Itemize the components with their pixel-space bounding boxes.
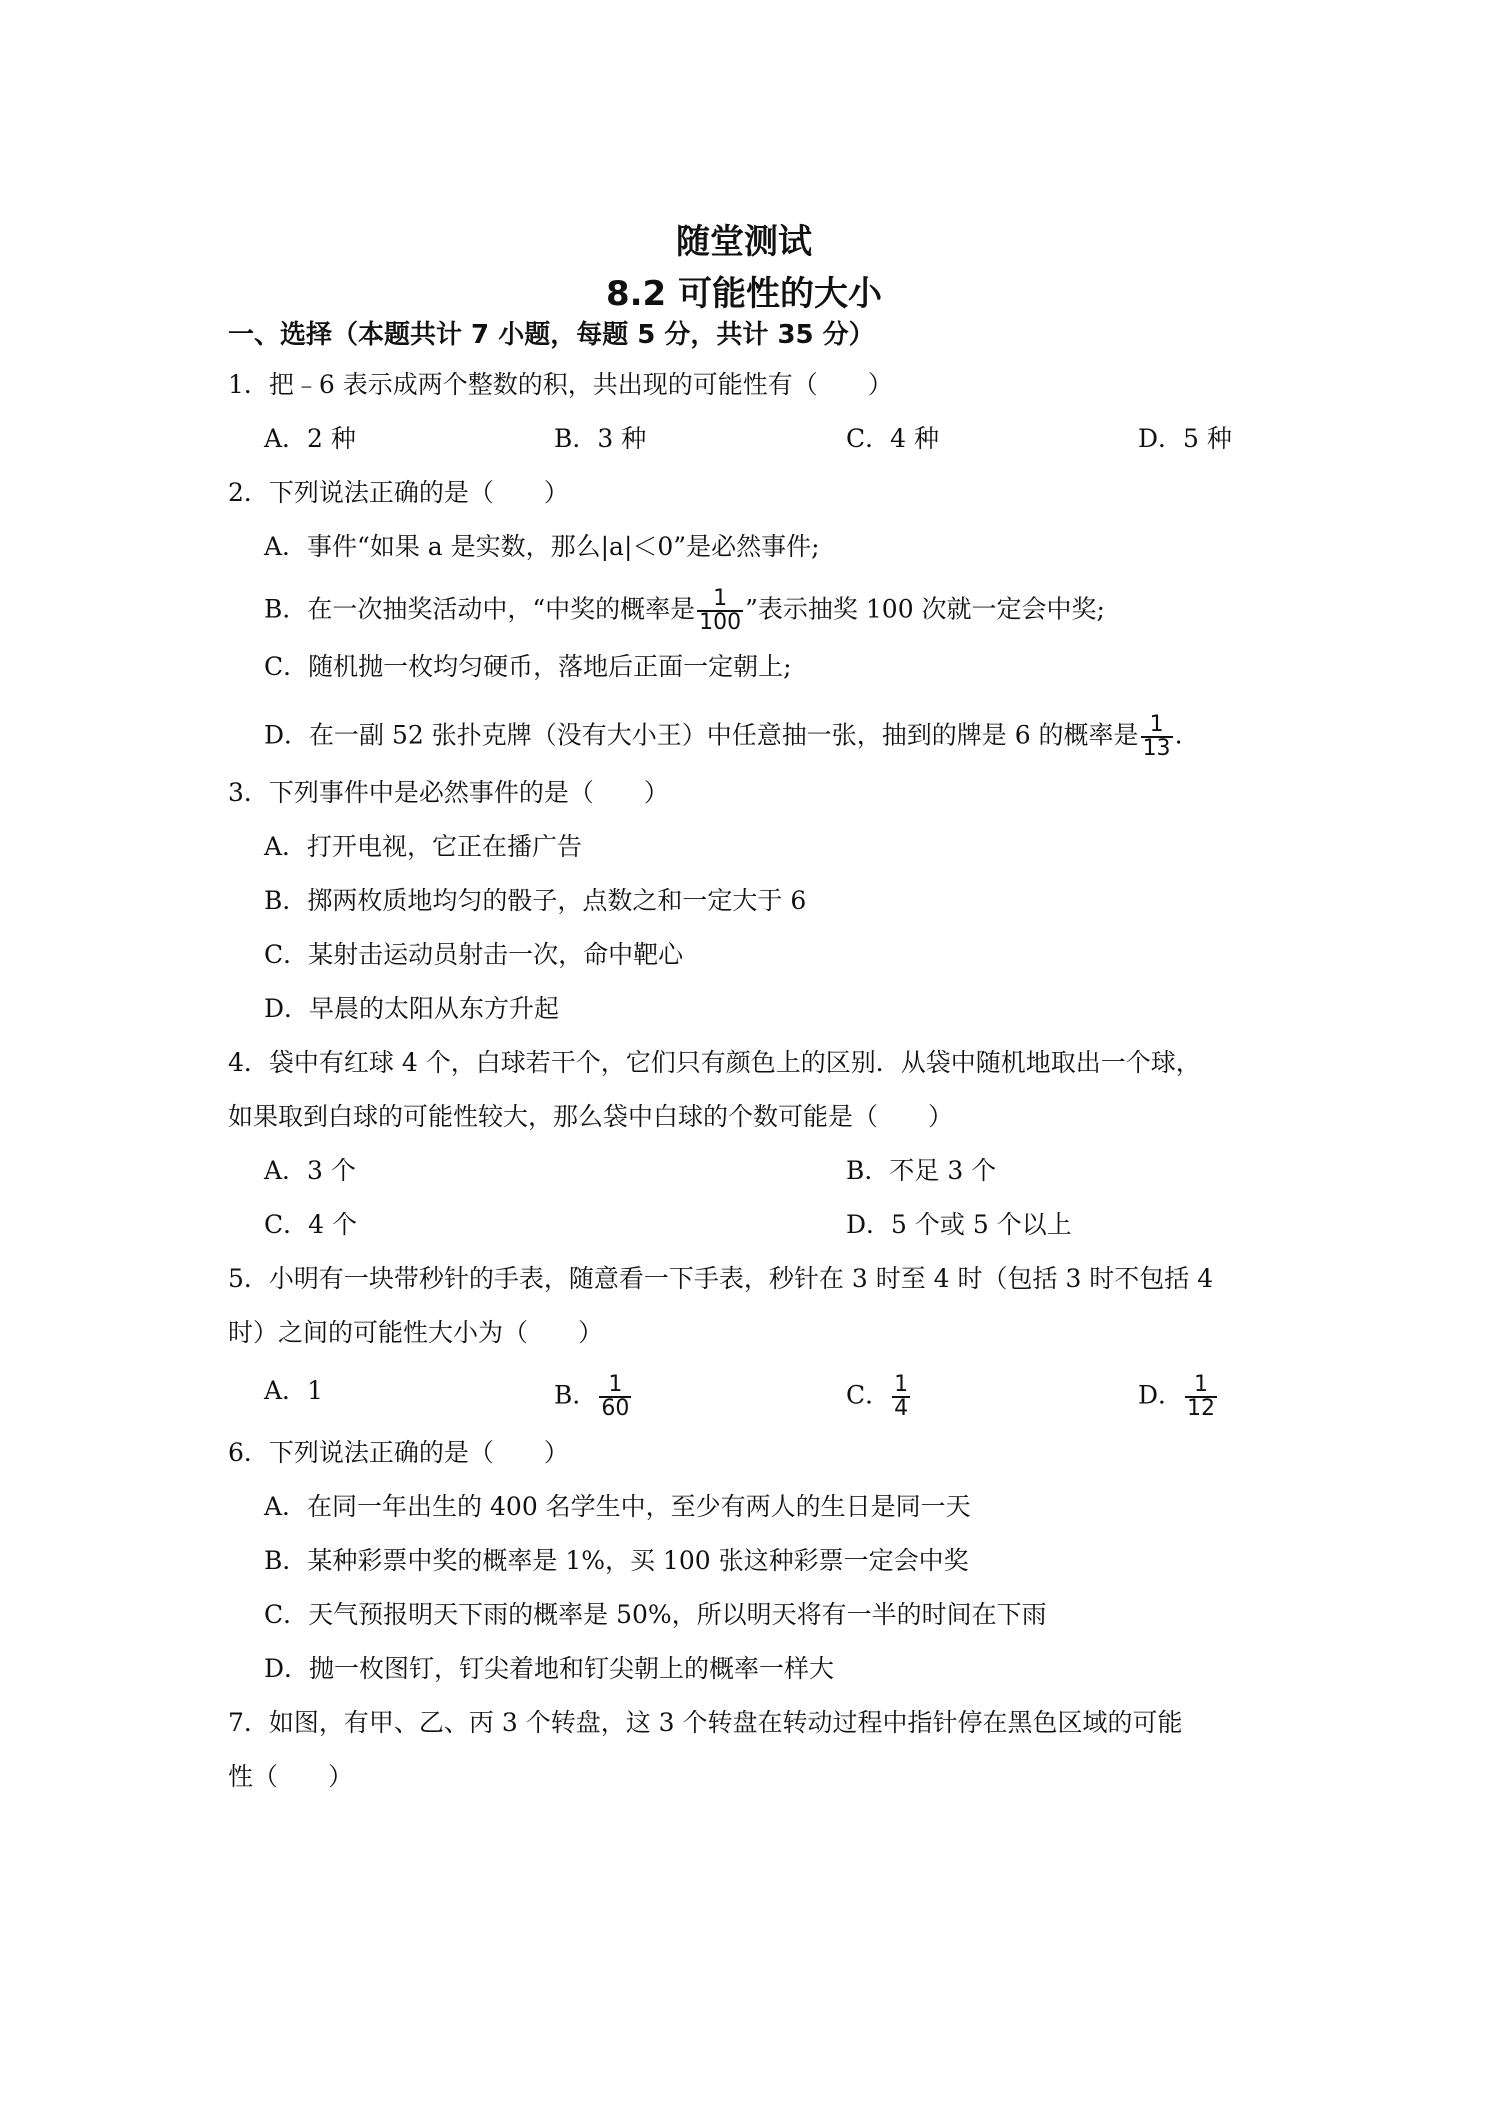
- page-title: 随堂测试: [676, 222, 812, 262]
- question-5-option-d: [1138, 1374, 1219, 1420]
- fraction: [892, 1374, 910, 1420]
- option-label: D．: [1138, 1380, 1184, 1410]
- fraction-denominator: 12: [1187, 1396, 1216, 1421]
- question-6-stem: 6．下列说法正确的是（ ）: [228, 1438, 569, 1467]
- question-4-stem-line-1: 4．袋中有红球 4 个，白球若干个，它们只有颜色上的区别．从袋中随机地取出一个球，: [228, 1048, 1201, 1077]
- question-6-option-d: D．抛一枚图钉，钉尖着地和钉尖朝上的概率一样大: [264, 1654, 835, 1683]
- option-label: B．: [554, 1380, 598, 1410]
- question-4-option-c: C．4 个: [264, 1210, 357, 1239]
- option-label: C．: [846, 1380, 891, 1410]
- question-5-option-b: [554, 1374, 633, 1420]
- question-4-stem-line-2: 如果取到白球的可能性较大，那么袋中白球的个数可能是（ ）: [228, 1102, 954, 1131]
- question-1-option-b: B．3 种: [554, 424, 647, 453]
- question-7-stem-line-2: 性（ ）: [228, 1762, 354, 1791]
- page-subtitle: 8.2 可能性的大小: [605, 274, 883, 314]
- fraction-denominator: 4: [894, 1396, 909, 1421]
- option-value: 1: [307, 1376, 323, 1405]
- option-text-before: B．在一次抽奖活动中，“中奖的概率是: [264, 594, 696, 624]
- question-2-option-b: [264, 588, 1105, 634]
- option-text-after: .: [1174, 720, 1183, 750]
- fraction: [697, 588, 743, 634]
- question-1-option-c: C．4 种: [846, 424, 939, 453]
- fraction-numerator: 1: [1149, 712, 1164, 737]
- question-1-option-a: A．2 种: [264, 424, 356, 453]
- fraction-numerator: 1: [894, 1372, 909, 1397]
- question-6-option-c: C．天气预报明天下雨的概率是 50%，所以明天将有一半的时间在下雨: [264, 1600, 1047, 1629]
- question-1-option-d: D．5 种: [1138, 424, 1232, 453]
- fraction: [599, 1374, 631, 1420]
- fraction-denominator: 60: [601, 1396, 630, 1421]
- option-label: A．: [264, 1376, 308, 1405]
- question-5-option-a: [264, 1374, 323, 1408]
- question-3-option-b: B．掷两枚质地均匀的骰子，点数之和一定大于 6: [264, 886, 807, 915]
- question-5-stem-line-2: 时）之间的可能性大小为（ ）: [228, 1318, 604, 1347]
- question-6-option-b: B．某种彩票中奖的概率是 1%，买 100 张这种彩票一定会中奖: [264, 1546, 969, 1575]
- question-3-option-a: A．打开电视，它正在播广告: [264, 832, 583, 861]
- question-4-option-d: D．5 个或 5 个以上: [846, 1210, 1072, 1239]
- question-4-option-a: A．3 个: [264, 1156, 356, 1185]
- question-5-stem-line-1: 5．小明有一块带秒针的手表，随意看一下手表，秒针在 3 时至 4 时（包括 3 时不包括 4: [228, 1264, 1214, 1293]
- question-4-option-b: B．不足 3 个: [846, 1156, 997, 1185]
- question-5-option-c: [846, 1374, 912, 1420]
- fraction-numerator: 1: [608, 1372, 623, 1397]
- fraction: [1141, 714, 1173, 760]
- question-3-option-d: D．早晨的太阳从东方升起: [264, 994, 560, 1023]
- option-text-before: D．在一副 52 张扑克牌（没有大小王）中任意抽一张，抽到的牌是 6 的概率是: [264, 720, 1139, 750]
- fraction-numerator: 1: [1194, 1372, 1209, 1397]
- question-3-stem: 3．下列事件中是必然事件的是（ ）: [228, 778, 669, 807]
- question-2-option-a: A．事件“如果 a 是实数，那么|a|＜0”是必然事件;: [264, 532, 820, 561]
- section-heading: 一、选择（本题共计 7 小题，每题 5 分，共计 35 分）: [228, 320, 875, 350]
- question-2-option-c: C．随机抛一枚均匀硬币，落地后正面一定朝上;: [264, 652, 792, 681]
- question-2-stem: 2．下列说法正确的是（ ）: [228, 478, 569, 507]
- question-3-option-c: C．某射击运动员射击一次，命中靶心: [264, 940, 684, 969]
- fraction-denominator: 100: [699, 610, 742, 635]
- fraction-numerator: 1: [713, 586, 728, 611]
- question-2-option-d: [264, 714, 1183, 760]
- question-7-stem-line-1: 7．如图，有甲、乙、丙 3 个转盘，这 3 个转盘在转动过程中指针停在黑色区域的可能: [228, 1708, 1183, 1737]
- question-6-option-a: A．在同一年出生的 400 名学生中，至少有两人的生日是同一天: [264, 1492, 971, 1521]
- fraction: [1185, 1374, 1217, 1420]
- fraction-denominator: 13: [1142, 736, 1171, 761]
- question-1-stem: 1．把﹣6 表示成两个整数的积，共出现的可能性有（ ）: [228, 370, 893, 399]
- option-text-after: ”表示抽奖 100 次就一定会中奖;: [745, 594, 1105, 624]
